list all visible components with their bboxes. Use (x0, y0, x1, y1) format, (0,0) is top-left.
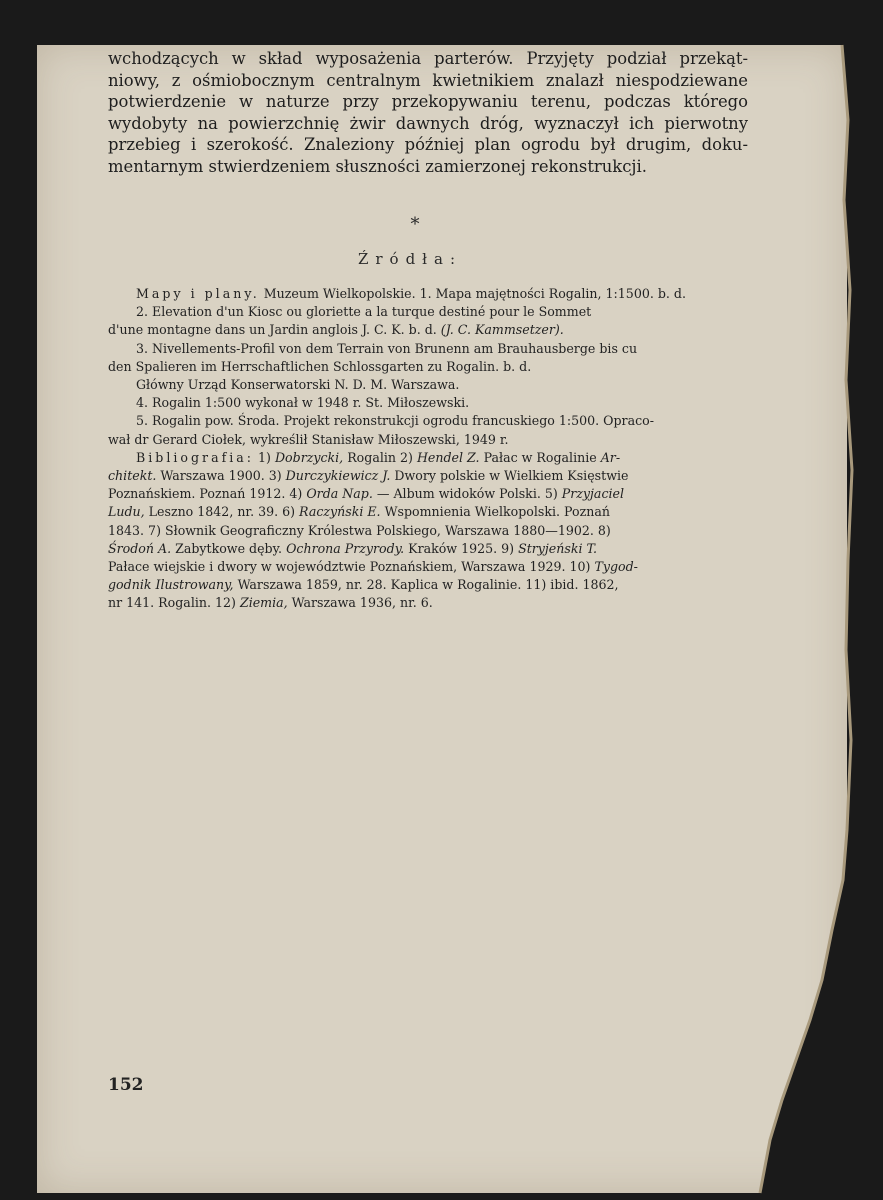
reference-author: Środoń A. (108, 540, 172, 556)
reference-line (108, 321, 751, 339)
reference-author: Stryjeński T. (518, 540, 598, 556)
paragraph-line: potwierdzenie w naturze przy przekopywaniu terenu, podczas którego (108, 92, 748, 111)
reference-text: 1) (254, 449, 275, 465)
reference-text: Rogalin 2) (343, 449, 417, 465)
reference-line (108, 467, 751, 485)
paragraph-line: przebieg i szerokość. Znaleziony później plan ogrodu był drugim, doku- (108, 135, 748, 154)
body-paragraph (108, 48, 748, 177)
reference-text: d'une montagne dans un Jardin anglois J. C. K. b. d. (108, 322, 441, 338)
page-number: 152 (108, 1075, 144, 1095)
reference-title: Ziemia, (239, 595, 288, 611)
reference-title: chitekt. (108, 468, 157, 484)
reference-line: 2. Elevation d'un Kiosc ou gloriette a la turque destiné pour le Sommet (136, 304, 592, 320)
paragraph-line: wydobyty na powierzchnię żwir dawnych dróg, wyznaczył ich pierwotny (108, 113, 748, 133)
reference-title: Ludu, (108, 504, 145, 520)
reference-text: Poznańskiem. Poznań 1912. 4) (108, 486, 307, 502)
reference-author: Dobrzycki, (274, 449, 344, 465)
reference-text: — Album widoków Polski. 5) (372, 486, 562, 502)
scanned-page (37, 45, 847, 1193)
reference-author: Raczyński E. (299, 504, 381, 520)
reference-title: Ochrona Przyrody. (286, 540, 405, 556)
reference-text: Kraków 1925. 9) (404, 540, 519, 556)
reference-author: Hendel Z. (416, 449, 480, 465)
reference-title: Ar- (600, 449, 621, 465)
reference-text: Zabytkowe dęby. (171, 540, 287, 556)
reference-text: Dwory polskie w Wielkiem Księstwie (390, 468, 629, 484)
reference-line (108, 485, 751, 503)
reference-title: Przyjaciel (561, 486, 624, 502)
reference-text: Warszawa 1859, nr. 28. Kaplica w Rogalinie. 11) ibid. 1862, (233, 577, 619, 593)
reference-text: Warszawa 1936, nr. 6. (287, 595, 433, 611)
paragraph-line: niowy, z ośmiobocznym centralnym kwietnikiem znalazł niespodziewane (108, 70, 748, 90)
reference-line (108, 285, 751, 303)
section-separator: * (410, 214, 420, 235)
paragraph-line: mentarnym stwierdzeniem słuszności zamierzonej rekonstrukcji. (108, 156, 647, 176)
reference-text: Pałac w Rogalinie (479, 449, 601, 465)
reference-line: den Spalieren im Herrschaftlichen Schlossgarten zu Rogalin. b. d. (108, 358, 532, 374)
paragraph-line: wchodzących w skład wyposażenia parterów. Przyjęty podział przekąt- (108, 49, 748, 68)
reference-line: wał dr Gerard Ciołek, wykreślił Stanisław Miłoszewski, 1949 r. (108, 431, 509, 447)
reference-author: (J. C. Kammsetzer). (440, 322, 564, 338)
reference-text: Pałace wiejskie i dwory w województwie Poznańskiem, Warszawa 1929. 10) (108, 559, 595, 575)
reference-line: 3. Nivellements-Profil von dem Terrain von Brunenn am Brauhausberge bis cu (136, 340, 638, 356)
reference-line (108, 576, 751, 594)
reference-line (108, 594, 751, 612)
reference-line: 5. Rogalin pow. Środa. Projekt rekonstrukcji ogrodu francuskiego 1:500. Opraco- (136, 413, 654, 429)
reference-line (108, 558, 751, 576)
reference-line: 4. Rogalin 1:500 wykonał w 1948 r. St. Miłoszewski. (136, 395, 470, 411)
reference-line (108, 540, 751, 558)
references-list (108, 285, 751, 613)
maps-label: Mapy i plany. (136, 286, 260, 301)
reference-text: nr 141. Rogalin. 12) (108, 595, 240, 611)
reference-author: Orda Nap. (306, 486, 373, 502)
reference-title: Tygod- (594, 559, 638, 575)
reference-title: godnik Ilustrowany, (108, 577, 234, 593)
reference-line (108, 449, 751, 467)
reference-line: 1843. 7) Słownik Geograficzny Królestwa Polskiego, Warszawa 1880—1902. 8) (108, 522, 611, 538)
reference-text: Wspomnienia Wielkopolski. Poznań (380, 504, 610, 520)
reference-line: Główny Urząd Konserwatorski N. D. M. Warszawa. (136, 377, 460, 393)
bibliography-label: Bibliografia: (136, 449, 255, 465)
reference-text: Leszno 1842, nr. 39. 6) (144, 504, 300, 520)
reference-text: Muzeum Wielkopolskie. 1. Mapa majętności Rogalin, 1:1500. b. d. (259, 286, 686, 301)
reference-author: Durczykiewicz J. (285, 468, 391, 484)
sources-heading: Źródła: (357, 250, 463, 268)
reference-text: Warszawa 1900. 3) (156, 468, 286, 484)
reference-line (108, 503, 751, 521)
